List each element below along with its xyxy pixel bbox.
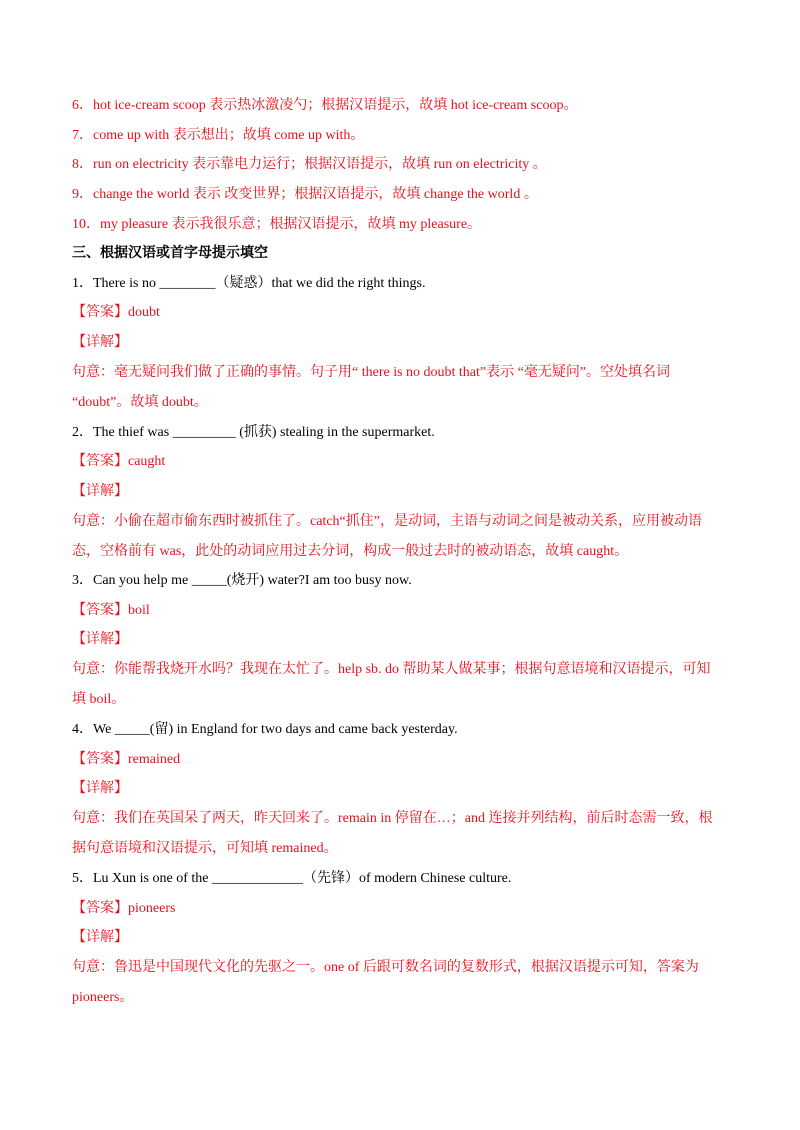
explanation-1-line-2: “doubt”。故填 doubt。	[72, 395, 208, 410]
prev-explanation-9: 9．change the world 表示 改变世界；根据汉语提示，故填 change the world 。	[72, 187, 538, 202]
answer-3: 【答案】boil	[72, 603, 150, 618]
question-1: 1．There is no ________（疑惑）that we did the right things.	[72, 276, 426, 291]
question-5: 5．Lu Xun is one of the _____________（先锋）of modern Chinese culture.	[72, 871, 512, 886]
prev-explanation-8: 8．run on electricity 表示靠电力运行；根据汉语提示，故填 run on electricity 。	[72, 157, 547, 172]
prev-explanation-7: 7．come up with 表示想出；故填 come up with。	[72, 128, 365, 143]
section-title: 三、根据汉语或首字母提示填空	[72, 246, 268, 261]
question-3: 3．Can you help me _____(烧开) water?I am too busy now.	[72, 573, 412, 588]
answer-2: 【答案】caught	[72, 454, 166, 469]
explanation-2-line-2: 态，空格前有 was，此处的动词应用过去分词，构成一般过去时的被动语态，故填 caught。	[72, 544, 629, 559]
explanation-1-line-1: 句意：毫无疑问我们做了正确的事情。句子用“ there is no doubt that”表示 “毫无疑问”。空处填名词	[72, 365, 671, 380]
detail-label-2: 【详解】	[72, 484, 128, 499]
detail-label-3: 【详解】	[72, 632, 128, 647]
answer-4: 【答案】remained	[72, 752, 181, 767]
detail-label-5: 【详解】	[72, 930, 128, 945]
detail-label-4: 【详解】	[72, 781, 128, 796]
answer-1: 【答案】doubt	[72, 305, 160, 320]
question-2: 2．The thief was _________ (抓获) stealing in the supermarket.	[72, 425, 435, 440]
prev-explanation-10: 10．my pleasure 表示我很乐意；根据汉语提示，故填 my pleasure。	[72, 217, 482, 232]
question-4: 4．We _____(留) in England for two days and came back yesterday.	[72, 722, 458, 737]
explanation-3-line-1: 句意：你能帮我烧开水吗？我现在太忙了。help sb. do 帮助某人做某事；根据句意语境和汉语提示，可知	[72, 662, 711, 677]
detail-label-1: 【详解】	[72, 335, 128, 350]
explanation-4-line-2: 据句意语境和汉语提示，可知填 remained。	[72, 841, 338, 856]
explanation-5-line-2: pioneers。	[72, 990, 134, 1005]
explanation-2-line-1: 句意：小偷在超市偷东西时被抓住了。catch“抓住”，是动词，主语与动词之间是被动关系，应用被动语	[72, 514, 702, 529]
prev-explanation-6: 6．hot ice-cream scoop 表示热冰激凌勺；根据汉语提示，故填 hot ice-cream scoop。	[72, 98, 578, 113]
explanation-5-line-1: 句意：鲁迅是中国现代文化的先驱之一。one of 后跟可数名词的复数形式，根据汉语提示可知，答案为	[72, 960, 699, 975]
explanation-3-line-2: 填 boil。	[72, 692, 126, 707]
explanation-4-line-1: 句意：我们在英国呆了两天，昨天回来了。remain in 停留在…；and 连接并列结构，前后时态需一致，根	[72, 811, 713, 826]
answer-5: 【答案】pioneers	[72, 901, 176, 916]
